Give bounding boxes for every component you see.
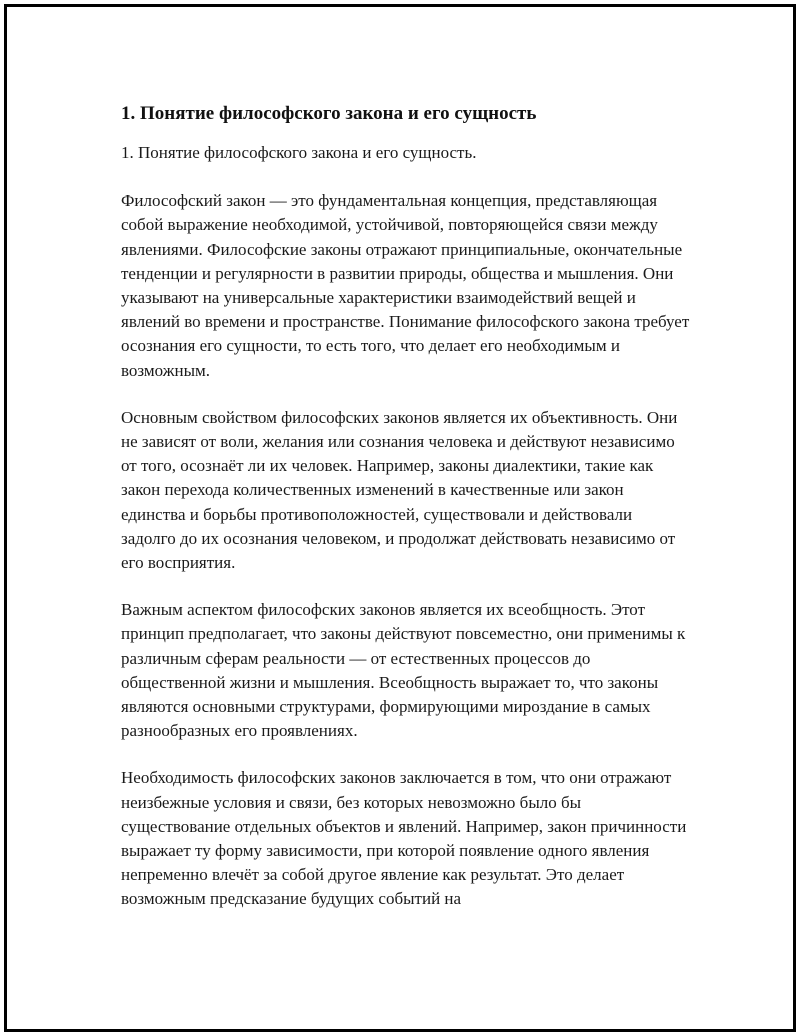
paragraph-definition: Философский закон — это фундаментальная концепция, представляющая собой выражение необходимой, устойчивой, повторяющейся связи между явлениями. Философские законы отражают принципиальные, окончательные тенденции и регулярности в развитии природы, общества и мышления. Они указывают на универсальные характеристики взаимодействий вещей и явлений во времени и пространстве. Понимание философского закона требует осознания его сущности, то есть того, что делает его необходимым и возможным. [121,191,690,380]
document-page [4,4,796,1032]
paragraph-universality: Важным аспектом философских законов является их всеобщность. Этот принцип предполагает, что законы действуют повсеместно, они применимы к различным сферам реальности — от естественных процессов до общественной жизни и мышления. Всеобщность выражает то, что законы являются основными структурами, формирующими мироздание в самых разнообразных его проявлениях. [121,600,686,741]
paragraph-objectivity: Основным свойством философских законов является их объективность. Они не зависят от воли, желания или сознания человека и действуют независимо от того, осознаёт ли их человек. Например, законы диалектики, такие как закон перехода количественных изменений в качественные или закон единства и борьбы противоположностей, существовали и действовали задолго до их осознания человеком, и продолжат действовать независимо от его восприятия. [121,407,678,573]
document-content [121,101,691,935]
document-heading: 1. Понятие философского закона и его сущность [121,103,537,124]
paragraph-necessity: Необходимость философских законов заключается в том, что они отражают неизбежные условия и связи, без которых невозможно было бы существование отдельных объектов и явлений. Например, закон причинности выражает ту форму зависимости, при которой появление одного явления непременно влечёт за собой другое явление как результат. Это делает возможным предсказание будущих событий на [121,768,687,909]
document-subheading: 1. Понятие философского закона и его сущность. [121,143,477,162]
